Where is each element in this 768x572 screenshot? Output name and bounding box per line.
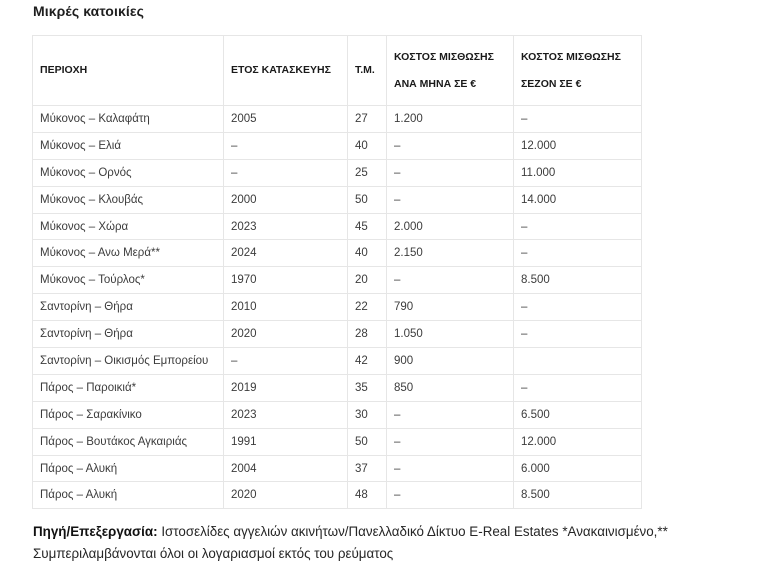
header-area — [33, 36, 224, 106]
header-monthly-rent-line1: ΚΟΣΤΟΣ ΜΙΣΘΩΣΗΣ — [394, 50, 494, 63]
header-area-label: ΠΕΡΙΟΧΗ — [40, 64, 88, 76]
table-header-row — [33, 36, 642, 106]
table-row — [33, 159, 642, 186]
cell-season-rent: – — [514, 106, 642, 133]
cell-square-meters: 42 — [348, 348, 387, 375]
cell-square-meters: 25 — [348, 159, 387, 186]
cell-monthly-rent: 850 — [387, 374, 514, 401]
cell-monthly-rent: – — [387, 482, 514, 509]
cell-season-rent: 14.000 — [514, 186, 642, 213]
footnote-label: Πηγή/Επεξεργασία: — [33, 524, 158, 539]
cell-monthly-rent: – — [387, 428, 514, 455]
cell-square-meters: 40 — [348, 240, 387, 267]
table-row — [33, 186, 642, 213]
cell-square-meters: 50 — [348, 428, 387, 455]
header-monthly-rent-line2: ΑΝΑ ΜΗΝΑ ΣΕ € — [394, 77, 477, 90]
cell-season-rent: 12.000 — [514, 428, 642, 455]
cell-monthly-rent: 1.050 — [387, 321, 514, 348]
cell-area: Μύκονος – Ορνός — [33, 159, 224, 186]
cell-area: Πάρος – Αλυκή — [33, 455, 224, 482]
cell-area: Σαντορίνη – Θήρα — [33, 321, 224, 348]
header-square-meters — [348, 36, 387, 106]
cell-monthly-rent: 2.150 — [387, 240, 514, 267]
cell-construction-year: – — [224, 132, 348, 159]
cell-season-rent: 8.500 — [514, 482, 642, 509]
cell-area: Πάρος – Παροικιά* — [33, 374, 224, 401]
cell-monthly-rent: 900 — [387, 348, 514, 375]
cell-season-rent: 12.000 — [514, 132, 642, 159]
table-row — [33, 132, 642, 159]
cell-square-meters: 30 — [348, 401, 387, 428]
cell-construction-year: 2023 — [224, 401, 348, 428]
cell-square-meters: 22 — [348, 294, 387, 321]
cell-square-meters: 37 — [348, 455, 387, 482]
cell-season-rent — [514, 348, 642, 375]
header-monthly-rent — [387, 36, 514, 106]
cell-monthly-rent: – — [387, 186, 514, 213]
table-row — [33, 455, 642, 482]
cell-construction-year: 2004 — [224, 455, 348, 482]
table-row — [33, 213, 642, 240]
cell-square-meters: 20 — [348, 267, 387, 294]
table-row — [33, 321, 642, 348]
cell-construction-year: 2023 — [224, 213, 348, 240]
cell-season-rent: 8.500 — [514, 267, 642, 294]
cell-area: Μύκονος – Τούρλος* — [33, 267, 224, 294]
header-square-meters-label: Τ.Μ. — [355, 64, 375, 76]
table-row — [33, 294, 642, 321]
cell-square-meters: 28 — [348, 321, 387, 348]
cell-monthly-rent: – — [387, 267, 514, 294]
table-row — [33, 401, 642, 428]
cell-construction-year: 2010 — [224, 294, 348, 321]
table-row — [33, 348, 642, 375]
table-row — [33, 482, 642, 509]
cell-monthly-rent: – — [387, 401, 514, 428]
header-construction-year — [224, 36, 348, 106]
cell-season-rent: – — [514, 294, 642, 321]
cell-construction-year: 2019 — [224, 374, 348, 401]
cell-construction-year: 1970 — [224, 267, 348, 294]
header-season-rent-line1: ΚΟΣΤΟΣ ΜΙΣΘΩΣΗΣ — [521, 50, 621, 63]
cell-area: Μύκονος – Ελιά — [33, 132, 224, 159]
cell-construction-year: 2020 — [224, 321, 348, 348]
cell-square-meters: 40 — [348, 132, 387, 159]
table-row — [33, 267, 642, 294]
cell-square-meters: 45 — [348, 213, 387, 240]
source-footnote — [33, 521, 753, 565]
header-construction-year-label: ΕΤΟΣ ΚΑΤΑΣΚΕΥΗΣ — [231, 64, 331, 76]
cell-monthly-rent: – — [387, 132, 514, 159]
cell-construction-year: 1991 — [224, 428, 348, 455]
footnote-text: Ιστοσελίδες αγγελιών ακινήτων/Πανελλαδικό Δίκτυο E-Real Estates *Ανακαινισμένο,** Συμπεριλαμβάνονται όλοι οι λογαριασμοί εκτός του ρεύματος — [33, 524, 668, 561]
cell-area: Πάρος – Αλυκή — [33, 482, 224, 509]
cell-square-meters: 48 — [348, 482, 387, 509]
cell-construction-year: 2024 — [224, 240, 348, 267]
cell-area: Πάρος – Βουτάκος Αγκαιριάς — [33, 428, 224, 455]
cell-season-rent: 6.500 — [514, 401, 642, 428]
cell-area: Μύκονος – Καλαφάτη — [33, 106, 224, 133]
rental-costs-table — [32, 35, 642, 509]
header-season-rent-line2: ΣΕΖΟΝ ΣΕ € — [521, 77, 582, 90]
header-season-rent — [514, 36, 642, 106]
cell-monthly-rent: – — [387, 455, 514, 482]
cell-season-rent: 6.000 — [514, 455, 642, 482]
cell-monthly-rent: 1.200 — [387, 106, 514, 133]
table-row — [33, 428, 642, 455]
cell-square-meters: 35 — [348, 374, 387, 401]
cell-square-meters: 50 — [348, 186, 387, 213]
cell-area: Σαντορίνη – Οικισμός Εμπορείου — [33, 348, 224, 375]
table-row — [33, 374, 642, 401]
section-title: Μικρές κατοικίες — [33, 3, 144, 19]
table-row — [33, 240, 642, 267]
cell-area: Σαντορίνη – Θήρα — [33, 294, 224, 321]
cell-construction-year: 2005 — [224, 106, 348, 133]
cell-monthly-rent: 790 — [387, 294, 514, 321]
cell-construction-year: 2000 — [224, 186, 348, 213]
cell-season-rent: 11.000 — [514, 159, 642, 186]
cell-construction-year: – — [224, 348, 348, 375]
table-body — [33, 106, 642, 509]
cell-monthly-rent: 2.000 — [387, 213, 514, 240]
table-row — [33, 106, 642, 133]
cell-season-rent: – — [514, 213, 642, 240]
cell-square-meters: 27 — [348, 106, 387, 133]
cell-season-rent: – — [514, 240, 642, 267]
cell-area: Πάρος – Σαρακίνικο — [33, 401, 224, 428]
cell-area: Μύκονος – Χώρα — [33, 213, 224, 240]
cell-monthly-rent: – — [387, 159, 514, 186]
cell-area: Μύκονος – Ανω Μερά** — [33, 240, 224, 267]
cell-construction-year: 2020 — [224, 482, 348, 509]
cell-season-rent: – — [514, 321, 642, 348]
cell-area: Μύκονος – Κλουβάς — [33, 186, 224, 213]
cell-construction-year: – — [224, 159, 348, 186]
cell-season-rent: – — [514, 374, 642, 401]
